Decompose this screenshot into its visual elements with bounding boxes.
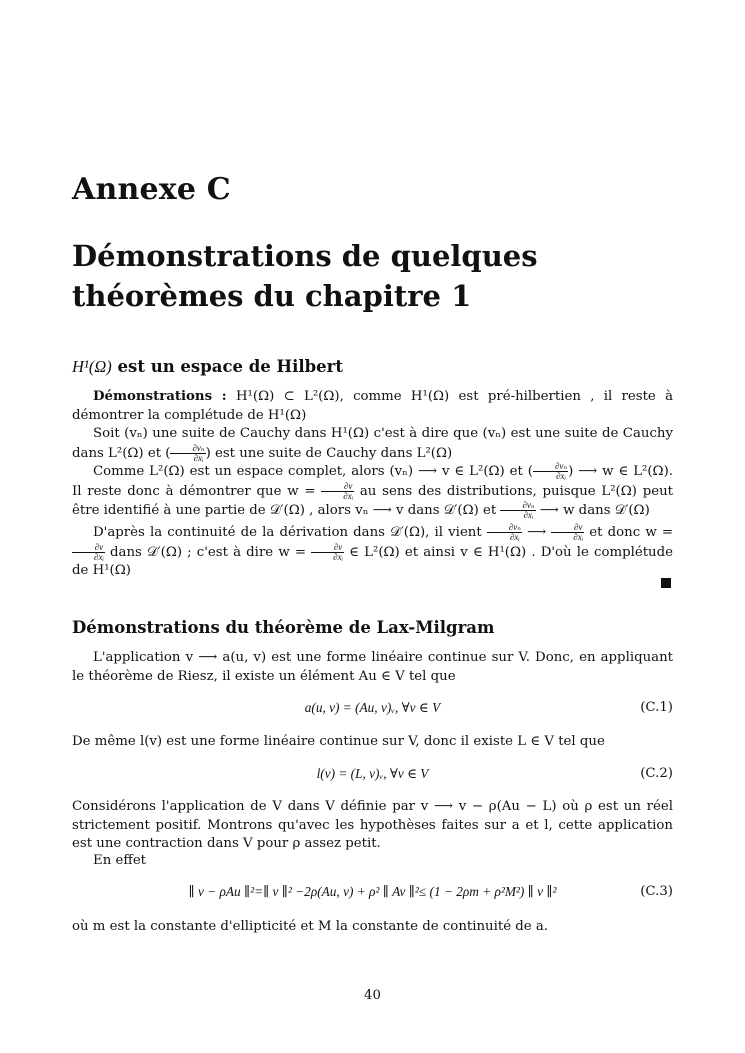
fraction-numerator: ∂v [551, 523, 584, 533]
fraction-denominator: ∂xᵢ [343, 490, 354, 501]
fraction-denominator: ∂xᵢ [573, 532, 584, 542]
text-run: D'après la continuité de la dérivation dans 𝒟′(Ω), il vient [93, 525, 487, 540]
equation-number: (C.1) [640, 700, 673, 715]
fraction-denominator: ∂xᵢ [556, 471, 566, 481]
fraction-numerator: ∂v [321, 482, 354, 492]
paragraph-complete [72, 462, 673, 521]
text-run: ⟶ [521, 525, 552, 540]
qed-square-icon [661, 578, 671, 588]
fraction [551, 523, 584, 542]
equation-body: ∥ v − ρAu ∥²=∥ v ∥² −2ρ(Au, v) + ρ² ∥ Av ∥²≤ (1 − 2ρm + ρ²M²) ∥ v ∥² [188, 884, 557, 899]
paragraph-cauchy [72, 425, 673, 463]
equation-c2 [72, 766, 673, 784]
text-run: dans 𝒟′(Ω) ; c'est à dire w = [104, 544, 312, 560]
fraction [533, 462, 568, 481]
paragraph-en-effet: En effet [93, 853, 147, 868]
text-run: ) est une suite de Cauchy dans L²(Ω) [205, 445, 453, 461]
fraction-denominator: ∂xᵢ [509, 532, 520, 542]
text-run: Soit (vₙ) une suite de Cauchy dans H¹(Ω) c'est à dire que (vₙ) est une suite de Cauchy dans L²(Ω) et ( [72, 426, 673, 461]
equation-number: (C.2) [640, 766, 673, 781]
text-run: ) ⟶ w ∈ L²(Ω). Il reste donc à démontrer que w = [72, 464, 673, 499]
equation-number: (C.3) [640, 884, 673, 899]
section-heading-lax-milgram: Démonstrations du théorème de Lax-Milgram [72, 618, 495, 637]
fraction [321, 482, 354, 501]
fraction-denominator: ∂xᵢ [94, 551, 104, 562]
equation-c3 [72, 884, 673, 902]
fraction-denominator: ∂xᵢ [523, 510, 534, 520]
heading-text: est un espace de Hilbert [111, 357, 343, 376]
paragraph-text: H¹(Ω) ⊂ L²(Ω), comme H¹(Ω) est pré-hilbertien , il reste à démontrer la complétude de H¹(Ω) [72, 389, 673, 423]
fraction-numerator: ∂v [311, 543, 344, 553]
annex-label: Annexe C [72, 172, 231, 207]
paragraph-contraction: Considérons l'application de V dans V définie par v ⟶ v − ρ(Au − L) où ρ est un réel strictement positif. Montrons qu'avec les hypothèses faites sur a et l, cette application est une contraction dans V pour ρ assez petit. [72, 799, 673, 851]
equation-body: a(u, v) = (Au, v)ᵥ, ∀v ∈ V [304, 700, 441, 715]
text-run: et donc w = [584, 525, 673, 540]
fraction [500, 501, 535, 520]
fraction [311, 543, 344, 562]
paragraph-demonstrations [72, 388, 673, 425]
fraction-numerator: ∂vₙ [533, 462, 568, 472]
paragraph-derivation [72, 523, 673, 581]
text-run: ⟶ w dans 𝒟′(Ω) [535, 503, 650, 518]
paragraph-de-meme: De même l(v) est une forme linéaire continue sur V, donc il existe L ∈ V tel que [72, 734, 605, 749]
paragraph-riesz: L'application v ⟶ a(u, v) est une forme linéaire continue sur V. Donc, en appliquant le théorème de Riesz, il existe un élément Au ∈ V tel que [72, 650, 673, 684]
chapter-title: Démonstrations de quelques théorèmes du chapitre 1 [72, 239, 538, 313]
fraction-numerator: ∂vₙ [170, 444, 205, 454]
fraction-denominator: ∂xᵢ [333, 551, 344, 562]
text-run: ∈ L²(Ω) et ainsi v ∈ H¹(Ω) . D'où le complétude de H¹(Ω) [72, 544, 673, 578]
fraction [487, 523, 522, 542]
equation-c1 [72, 700, 673, 718]
page-number: 40 [364, 988, 381, 1003]
fraction-numerator: ∂vₙ [487, 523, 522, 533]
text-run: Comme L²(Ω) est un espace complet, alors (vₙ) ⟶ v ∈ L²(Ω) et ( [93, 464, 533, 479]
fraction [72, 543, 105, 562]
section-heading-hilbert [72, 357, 343, 377]
equation-body: l(v) = (L, v)ᵥ, ∀v ∈ V [316, 766, 429, 781]
paragraph-constants: où m est la constante d'ellipticité et M la constante de continuité de a. [72, 919, 549, 934]
fraction-numerator: ∂v [72, 543, 105, 553]
fraction-numerator: ∂vₙ [500, 501, 535, 511]
fraction-denominator: ∂xᵢ [193, 452, 204, 463]
fraction [170, 444, 205, 463]
demonstrations-label: Démonstrations : [93, 389, 227, 404]
heading-math: H¹(Ω) [72, 357, 112, 376]
text-run: au sens des distributions, puisque L²(Ω) peut être identifié à une partie de 𝒟′(Ω) , alors vₙ ⟶ v dans 𝒟′(Ω) et [72, 483, 673, 518]
